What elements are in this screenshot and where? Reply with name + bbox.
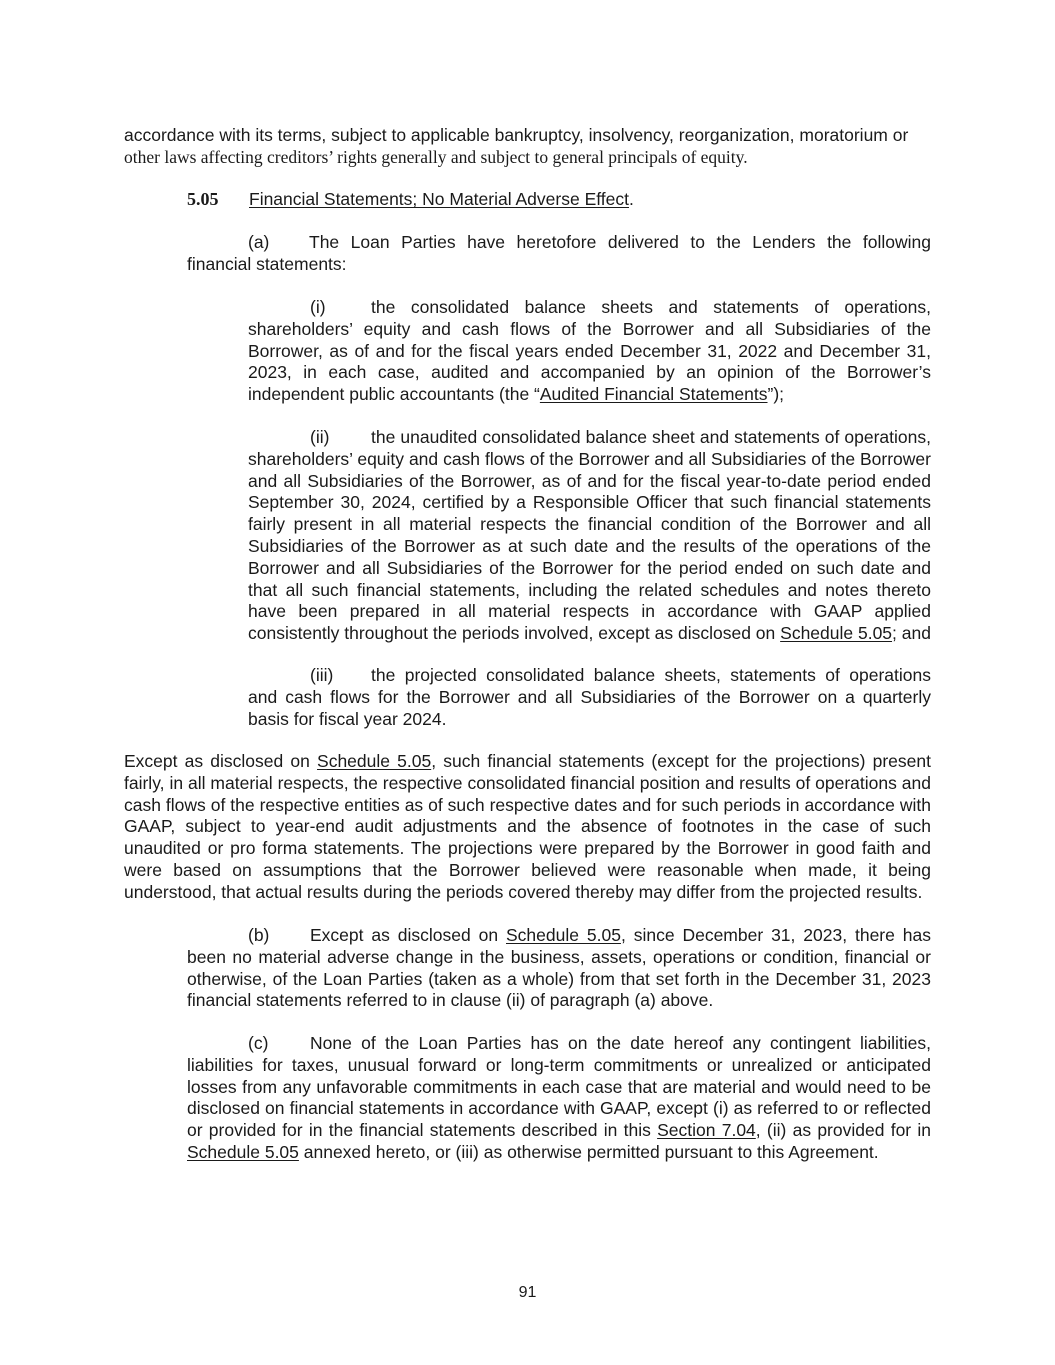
paragraph-c — [187, 1033, 931, 1164]
item-i-text: the consolidated balance sheets and statements of operations, shareholders’ equity and cash flows of the Borrower and all Subsidiaries of the Borrower, as of and for the fiscal years ended December 31, 2022 and December 31, 2023, in each case, audited and accompanied by an opinion of the Borrower’s independent public accountants (the “ — [248, 297, 931, 405]
paragraph-b-text: Except as disclosed on — [310, 925, 506, 945]
paragraph-a — [187, 232, 931, 276]
continuation-line-2: other laws affecting creditors’ rights generally and subject to general principals of equity. — [124, 146, 748, 167]
item-i-label: (i) — [310, 297, 326, 317]
item-ii — [248, 427, 931, 645]
item-ii-text: the unaudited consolidated balance sheet and statements of operations, shareholders’ equity and cash flows of the Borrower and all Subsidiaries of the Borrower and all Subsidiaries of the Borrower, as of and for the fiscal year-to-date period ended September 30, 2024, certified by a Responsible Officer that such financial statements fairly present in all material respects the financial condition of the Borrower and all Subsidiaries of the Borrower as at such date and the results of the operations of the Borrower and all Subsidiaries of the Borrower for the period ended on such date and that all such financial statements, including the related schedules and notes thereto have been prepared in all material respects in accordance with GAAP applied consistently throughout the periods involved, except as disclosed on — [248, 427, 931, 644]
item-i — [248, 297, 931, 406]
paragraph-b — [187, 925, 931, 1012]
paragraph-a-label: (a) — [248, 232, 270, 252]
page-number: 91 — [518, 1284, 537, 1301]
paragraph-c-text-end: annexed hereto, or (iii) as otherwise permitted pursuant to this Agreement. — [298, 1141, 879, 1162]
paragraph-b-text-end: , since December 31, 2023, there has been no material adverse change in the business, assets, operations or condition, financial or otherwise, of the Loan Parties (taken as a whole) from that set forth in the December 31, 2023 financial statements referred to in clause (ii) of paragraph (a) above. — [187, 925, 931, 1011]
schedule-5-05-link[interactable]: Schedule 5.05 — [317, 751, 432, 771]
paragraph-b-label: (b) — [248, 925, 270, 945]
item-iii-text: the projected consolidated balance sheets, statements of operations and cash flows for the Borrower and all Subsidiaries of the Borrower on a quarterly basis for fiscal year 2024. — [248, 665, 931, 729]
schedule-5-05-link[interactable]: Schedule 5.05 — [780, 623, 893, 644]
continuation-line-1: accordance with its terms, subject to applicable bankruptcy, insolvency, reorganization, moratorium or — [124, 125, 909, 145]
section-number: 5.05 — [187, 189, 219, 209]
item-iii — [248, 665, 931, 730]
section-heading — [187, 189, 887, 211]
item-ii-text-end: ; and — [892, 623, 931, 644]
section-7-04-link[interactable]: Section 7.04 — [657, 1120, 756, 1141]
except-paragraph-text: Except as disclosed on — [124, 751, 318, 771]
section-title-period: . — [629, 189, 634, 209]
schedule-5-05-link[interactable]: Schedule 5.05 — [506, 925, 621, 945]
except-paragraph-text-end: , such financial statements (except for the projections) present fairly, in all material respects, the respective consolidated financial position and results of operations and cash flows of the respective entities as of such respective dates and for such periods in accordance with GAAP, subject to year-end audit adjustments and the absence of footnotes in the case of such unaudited or pro forma statements. The projections were prepared by the Borrower in good faith and were based on assumptions that the Borrower believed were reasonable when made, it being understood, that actual results during the periods covered thereby may differ from the projected results. — [124, 751, 931, 902]
paragraph-c-text-mid: , (ii) as provided for in — [755, 1120, 931, 1141]
schedule-5-05-link[interactable]: Schedule 5.05 — [187, 1141, 299, 1162]
item-i-text-end: ”); — [767, 384, 785, 405]
paragraph-c-text: None of the Loan Parties has on the date hereof any contingent liabilities, liabilities for taxes, unusual forward or long-term commitments or unrealized or anticipated losses from any unfavorable commitments in each case that are material and would need to be disclosed on financial statements in accordance with GAAP, except (i) as referred to or reflected or provided for in the financial statements described in this — [187, 1033, 931, 1141]
continuation-paragraph — [124, 125, 914, 169]
section-title: Financial Statements; No Material Adverse Effect — [249, 189, 629, 209]
item-iii-label: (iii) — [310, 665, 334, 685]
paragraph-a-text: The Loan Parties have heretofore delivered to the Lenders the following financial statements: — [187, 232, 931, 274]
paragraph-c-label: (c) — [248, 1033, 269, 1053]
except-paragraph — [124, 751, 931, 904]
defined-term-audited-financial-statements: Audited Financial Statements — [539, 384, 768, 405]
item-ii-label: (ii) — [310, 427, 330, 447]
